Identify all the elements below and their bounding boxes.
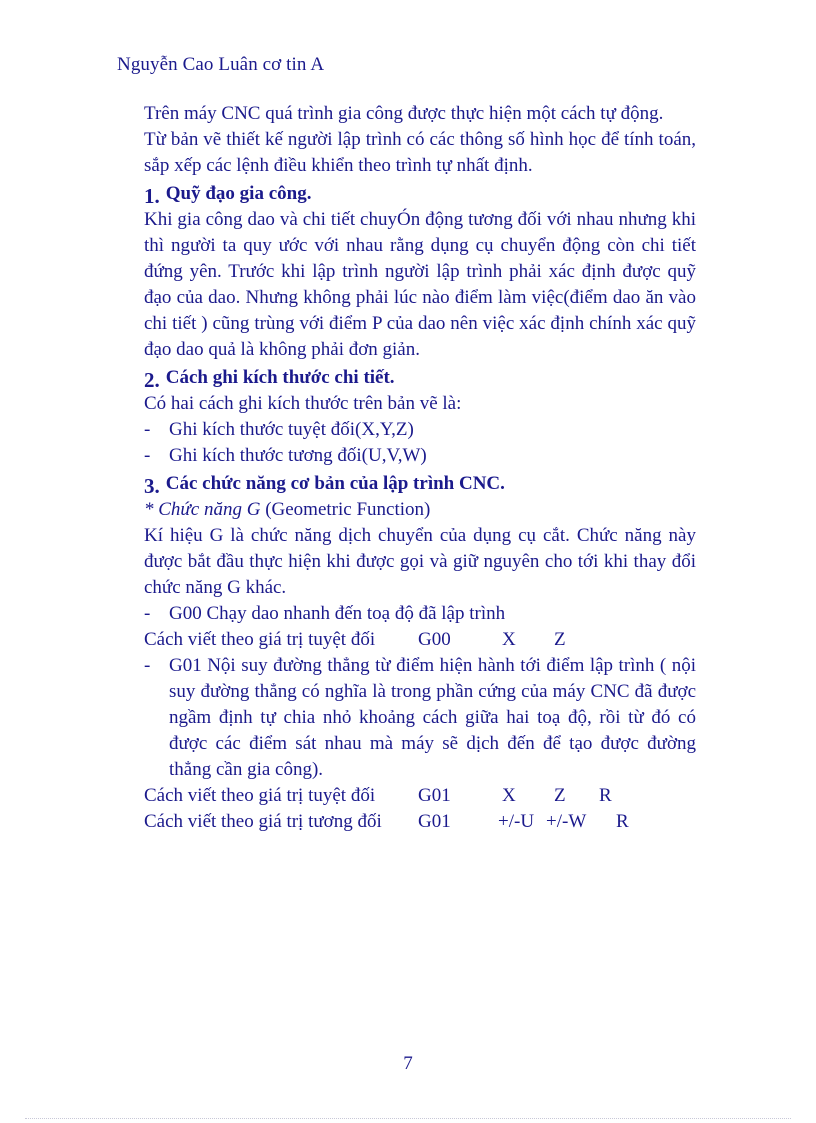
syntax-x: X [502, 629, 516, 650]
syntax-label: Cách viết theo giá trị tuyệt đối [144, 785, 376, 806]
syntax-z: Z [554, 629, 566, 650]
section-2-title: Cách ghi kích thước chi tiết. [165, 367, 395, 388]
bullet-text: Ghi kích thước tuyệt đối(X,Y,Z) [169, 419, 414, 440]
intro-paragraph-1: Trên máy CNC quá trình gia công được thực hiện một cách tự động. [144, 103, 664, 124]
bullet-text: Ghi kích thước tương đối(U,V,W) [169, 445, 427, 466]
g-function-subtitle [144, 497, 696, 523]
section-1-body: Khi gia công dao và chi tiết chuyÓn động tương đối với nhau nhưng khi thì người ta quy ước với nhau rằng dụng cụ chuyển động còn chi tiết đứng yên. Trước khi lập trình người lập trình phải xác định được quỹ đạo của dao. Nhưng không phải lúc nào điểm làm việc(điểm dao ăn vào chi tiết ) cũng trùng với điểm P của dao nên việc xác định chính xác quỹ đạo dao quả là không phải đơn giản. [144, 209, 696, 360]
subtitle-marker: * [144, 499, 159, 520]
bullet-dash: - [144, 603, 151, 624]
subtitle-rest: (Geometric Function) [260, 499, 431, 520]
g01-absolute-syntax-line [144, 783, 696, 809]
bullet-text: G01 Nội suy đường thẳng từ điểm hiện hành tới điểm lập trình ( nội suy đường thẳng có nghĩa là trong phần cứng của máy CNC đã được ngầm định tự chia nhỏ khoảng cách giữa hai toạ độ, rồi từ đó có được các điểm sát nhau mà máy sẽ dịch đến để tạo được đường thẳng cần gia công). [169, 655, 696, 780]
g01-bullet [144, 653, 696, 783]
syntax-label: Cách viết theo giá trị tương đối [144, 811, 382, 832]
section-1-heading [144, 179, 696, 207]
section-2-number: 2. [144, 368, 160, 392]
subtitle-italic: Chức năng G [158, 499, 261, 520]
bullet-dash: - [144, 655, 151, 676]
section-2-bullet-absolute [144, 417, 696, 443]
section-3-title: Các chức năng cơ bản của lập trình CNC. [165, 473, 505, 494]
g00-syntax-line [144, 627, 696, 653]
section-3-heading [144, 469, 696, 497]
syntax-w: +/-W [546, 811, 587, 832]
syntax-label: Cách viết theo giá trị tuyệt đối [144, 629, 376, 650]
section-2-intro: Có hai cách ghi kích thước trên bản vẽ là: [144, 393, 462, 414]
syntax-code: G00 [418, 629, 451, 650]
g00-bullet [144, 601, 696, 627]
bullet-dash: - [144, 419, 151, 440]
syntax-r: R [599, 785, 612, 806]
section-1-title: Quỹ đạo gia công. [165, 183, 312, 204]
syntax-r: R [616, 811, 629, 832]
section-3-body: Kí hiệu G là chức năng dịch chuyển của dụng cụ cắt. Chức năng này được bắt đầu thực hiện khi được gọi và giữ nguyên cho tới khi thay đổi chức năng G khác. [144, 525, 696, 598]
bullet-text: G00 Chạy dao nhanh đến toạ độ đã lập trình [169, 603, 506, 624]
intro-paragraph-2: Từ bản vẽ thiết kế người lập trình có các thông số hình học để tính toán, sắp xếp các lệnh điều khiển theo trình tự nhất định. [144, 129, 696, 176]
document-body [144, 101, 696, 835]
g01-relative-syntax-line [144, 809, 696, 835]
syntax-x: X [502, 785, 516, 806]
page-number: 7 [403, 1053, 413, 1074]
page-bottom-divider [25, 1118, 791, 1119]
section-3-number: 3. [144, 474, 160, 498]
bullet-dash: - [144, 445, 151, 466]
author-header: Nguyễn Cao Luân cơ tin A [117, 54, 325, 75]
section-1-number: 1. [144, 184, 160, 208]
section-2-heading [144, 363, 696, 391]
syntax-z: Z [554, 785, 566, 806]
syntax-code: G01 [418, 811, 451, 832]
syntax-u: +/-U [498, 811, 535, 832]
section-2-bullet-relative [144, 443, 696, 469]
syntax-code: G01 [418, 785, 451, 806]
